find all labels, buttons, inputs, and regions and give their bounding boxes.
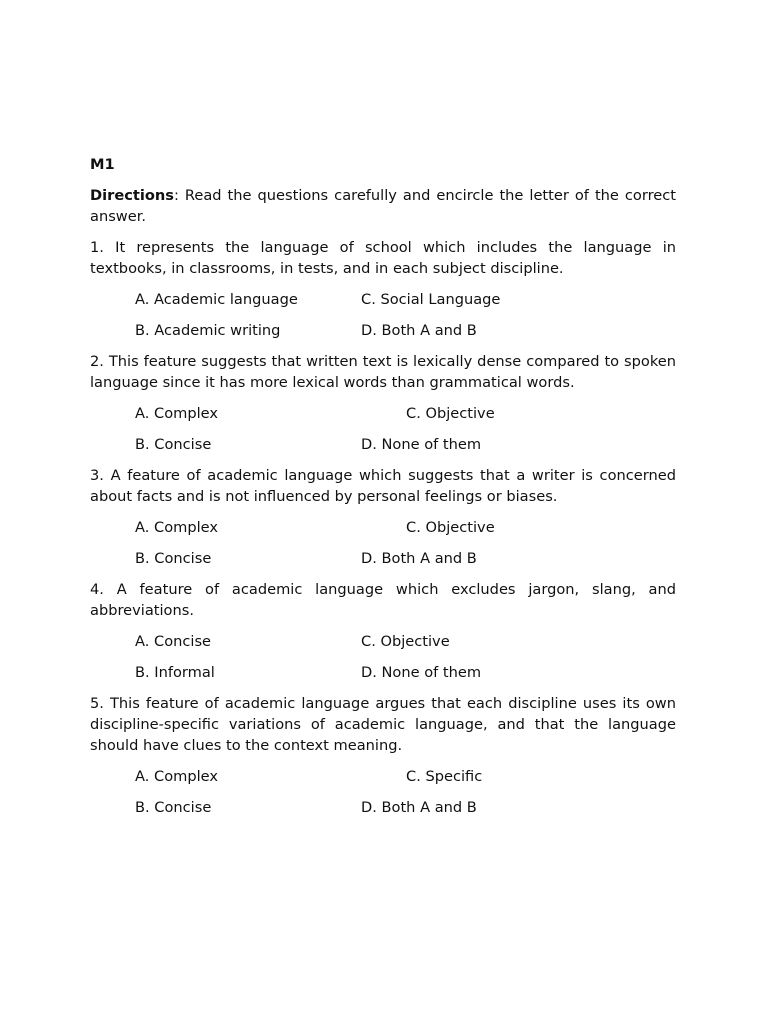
question-2-text: 2. This feature suggests that written text is lexically dense compared to spoken language since it has more lexical words than grammatical words.: [90, 353, 676, 391]
question-3-option-a: A. Complex: [135, 519, 219, 536]
question-3-option-c: C. Objective: [406, 519, 495, 536]
question-2-options-row-2: [90, 434, 676, 455]
question-4-option-a: A. Concise: [135, 633, 212, 650]
question-4-option-c: C. Objective: [361, 633, 450, 650]
question-5-options-row-1: [90, 766, 676, 787]
question-5-option-b: B. Concise: [135, 799, 212, 816]
question-1-option-a: A. Academic language: [135, 291, 298, 308]
question-1-option-c: C. Social Language: [361, 291, 501, 308]
question-2-option-b: B. Concise: [135, 436, 212, 453]
question-2-option-c: C. Objective: [406, 405, 495, 422]
question-5: [90, 693, 676, 818]
question-3-option-d: D. Both A and B: [361, 550, 477, 567]
question-5-option-a: A. Complex: [135, 768, 219, 785]
document-heading: M1: [90, 156, 115, 173]
question-4-options-row-1: [90, 631, 676, 652]
question-1: [90, 237, 676, 341]
question-1-text: 1. It represents the language of school which includes the language in textbooks, in classrooms, in tests, and in each subject discipline.: [90, 239, 676, 277]
question-5-options-row-2: [90, 797, 676, 818]
question-2-option-a: A. Complex: [135, 405, 219, 422]
question-2: [90, 351, 676, 455]
question-1-options-row-2: [90, 320, 676, 341]
question-5-text: 5. This feature of academic language argues that each discipline uses its own discipline-specific variations of academic language, and that the language should have clues to the context meaning.: [90, 695, 676, 754]
directions-label: Directions: [90, 187, 174, 204]
question-4-option-d: D. None of them: [361, 664, 482, 681]
question-5-option-d: D. Both A and B: [361, 799, 477, 816]
directions-text: : Read the questions carefully and encircle the letter of the correct answer.: [90, 187, 676, 225]
question-2-options-row-1: [90, 403, 676, 424]
question-4-text: 4. A feature of academic language which excludes jargon, slang, and abbreviations.: [90, 581, 676, 619]
question-1-option-b: B. Academic writing: [135, 322, 281, 339]
question-3-options-row-2: [90, 548, 676, 569]
question-4-option-b: B. Informal: [135, 664, 215, 681]
directions-paragraph: [90, 185, 676, 227]
question-1-options-row-1: [90, 289, 676, 310]
question-3-option-b: B. Concise: [135, 550, 212, 567]
question-3: [90, 465, 676, 569]
question-3-text: 3. A feature of academic language which suggests that a writer is concerned about facts and is not influenced by personal feelings or biases.: [90, 467, 676, 505]
question-2-option-d: D. None of them: [361, 436, 482, 453]
question-5-option-c: C. Specific: [406, 768, 483, 785]
question-3-options-row-1: [90, 517, 676, 538]
question-1-option-d: D. Both A and B: [361, 322, 477, 339]
document-page: [90, 154, 676, 828]
question-4-options-row-2: [90, 662, 676, 683]
question-4: [90, 579, 676, 683]
